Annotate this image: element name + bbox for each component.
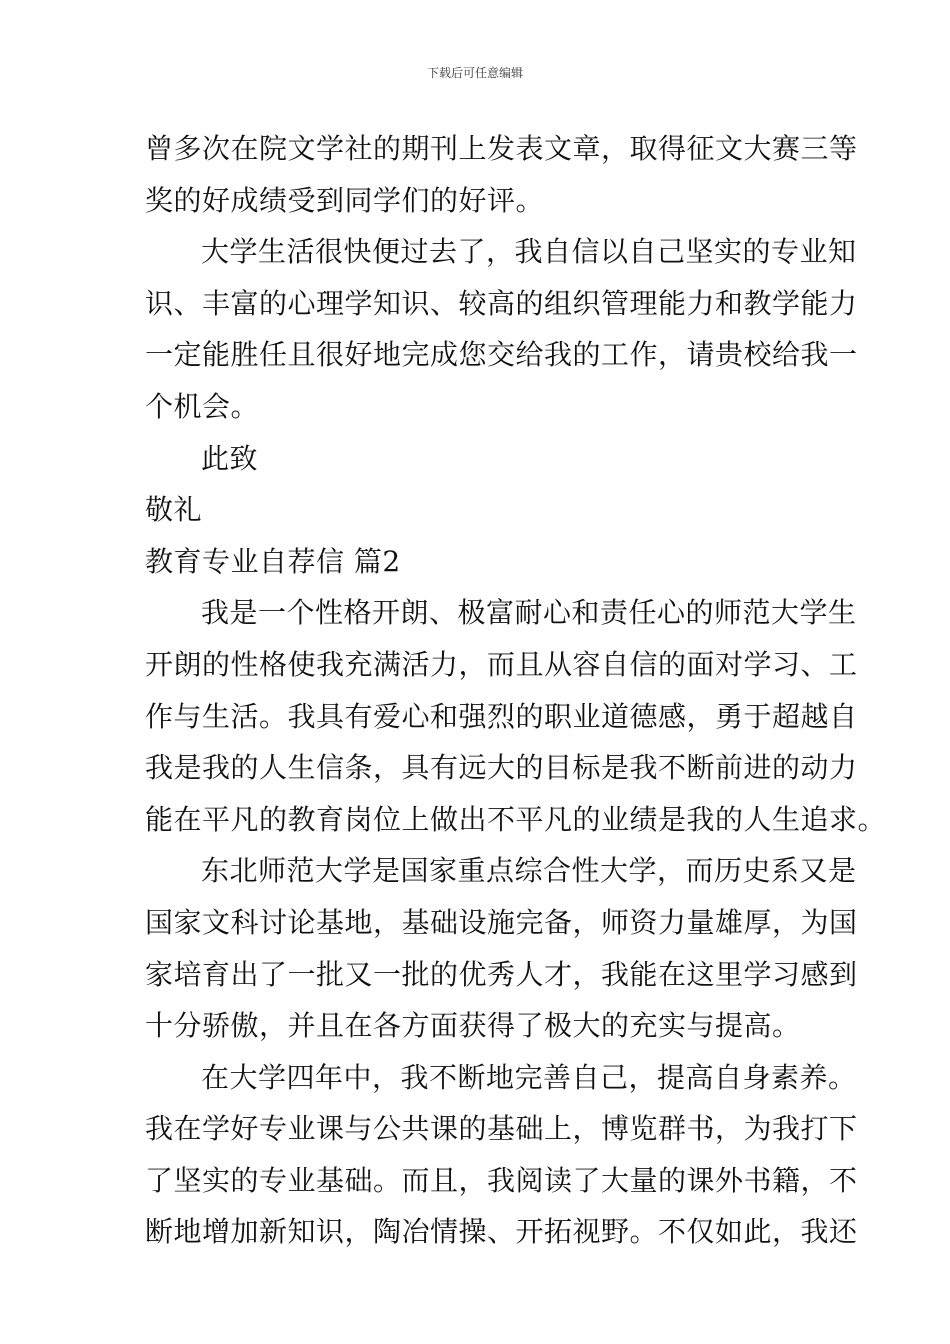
text-line: 我是一个性格开朗、极富耐心和责任心的师范大学生	[201, 596, 857, 630]
text-line: 奖的好成绩受到同学们的好评。	[145, 183, 545, 217]
text-line: 家培育出了一批又一批的优秀人才，我能在这里学习感到	[145, 957, 858, 991]
text-line: 大学生活很快便过去了，我自信以自己坚实的专业知	[201, 235, 857, 269]
text-line: 曾多次在院文学社的期刊上发表文章，取得征文大赛三等	[145, 132, 858, 165]
text-line: 我是我的人生信条，具有远大的目标是我不断前进的动力	[145, 751, 858, 785]
document-body	[145, 123, 887, 1258]
text-line: 能在平凡的教育岗位上做出不平凡的业绩是我的人生追求。	[145, 802, 887, 836]
salutation-line: 此致	[201, 441, 259, 475]
text-line: 开朗的性格使我充满活力，而且从容自信的面对学习、工	[145, 647, 858, 681]
page-header: 下载后可任意编辑	[426, 66, 523, 80]
text-line: 一定能胜任且很好地完成您交给我的工作，请贵校给我一	[145, 338, 858, 372]
text-line: 作与生活。我具有爱心和强烈的职业道德感，勇于超越自	[145, 699, 858, 733]
text-line: 个机会。	[145, 389, 260, 423]
salutation-line: 敬礼	[145, 493, 203, 527]
text-line: 国家文科讨论基地，基础设施完备，师资力量雄厚，为国	[145, 905, 858, 939]
section-title: 教育专业自荐信 篇2	[145, 544, 401, 578]
text-line: 在大学四年中，我不断地完善自己，提高自身素养。	[201, 1060, 857, 1094]
text-line: 东北师范大学是国家重点综合性大学，而历史系又是	[201, 854, 857, 888]
text-line: 十分骄傲，并且在各方面获得了极大的充实与提高。	[145, 1009, 801, 1043]
text-line: 识、丰富的心理学知识、较高的组织管理能力和教学能力	[145, 286, 858, 320]
text-line: 了坚实的专业基础。而且，我阅读了大量的课外书籍，不	[145, 1163, 858, 1197]
text-line: 我在学好专业课与公共课的基础上，博览群书，为我打下	[145, 1112, 858, 1146]
text-line: 断地增加新知识，陶冶情操、开拓视野。不仅如此，我还	[145, 1215, 858, 1249]
